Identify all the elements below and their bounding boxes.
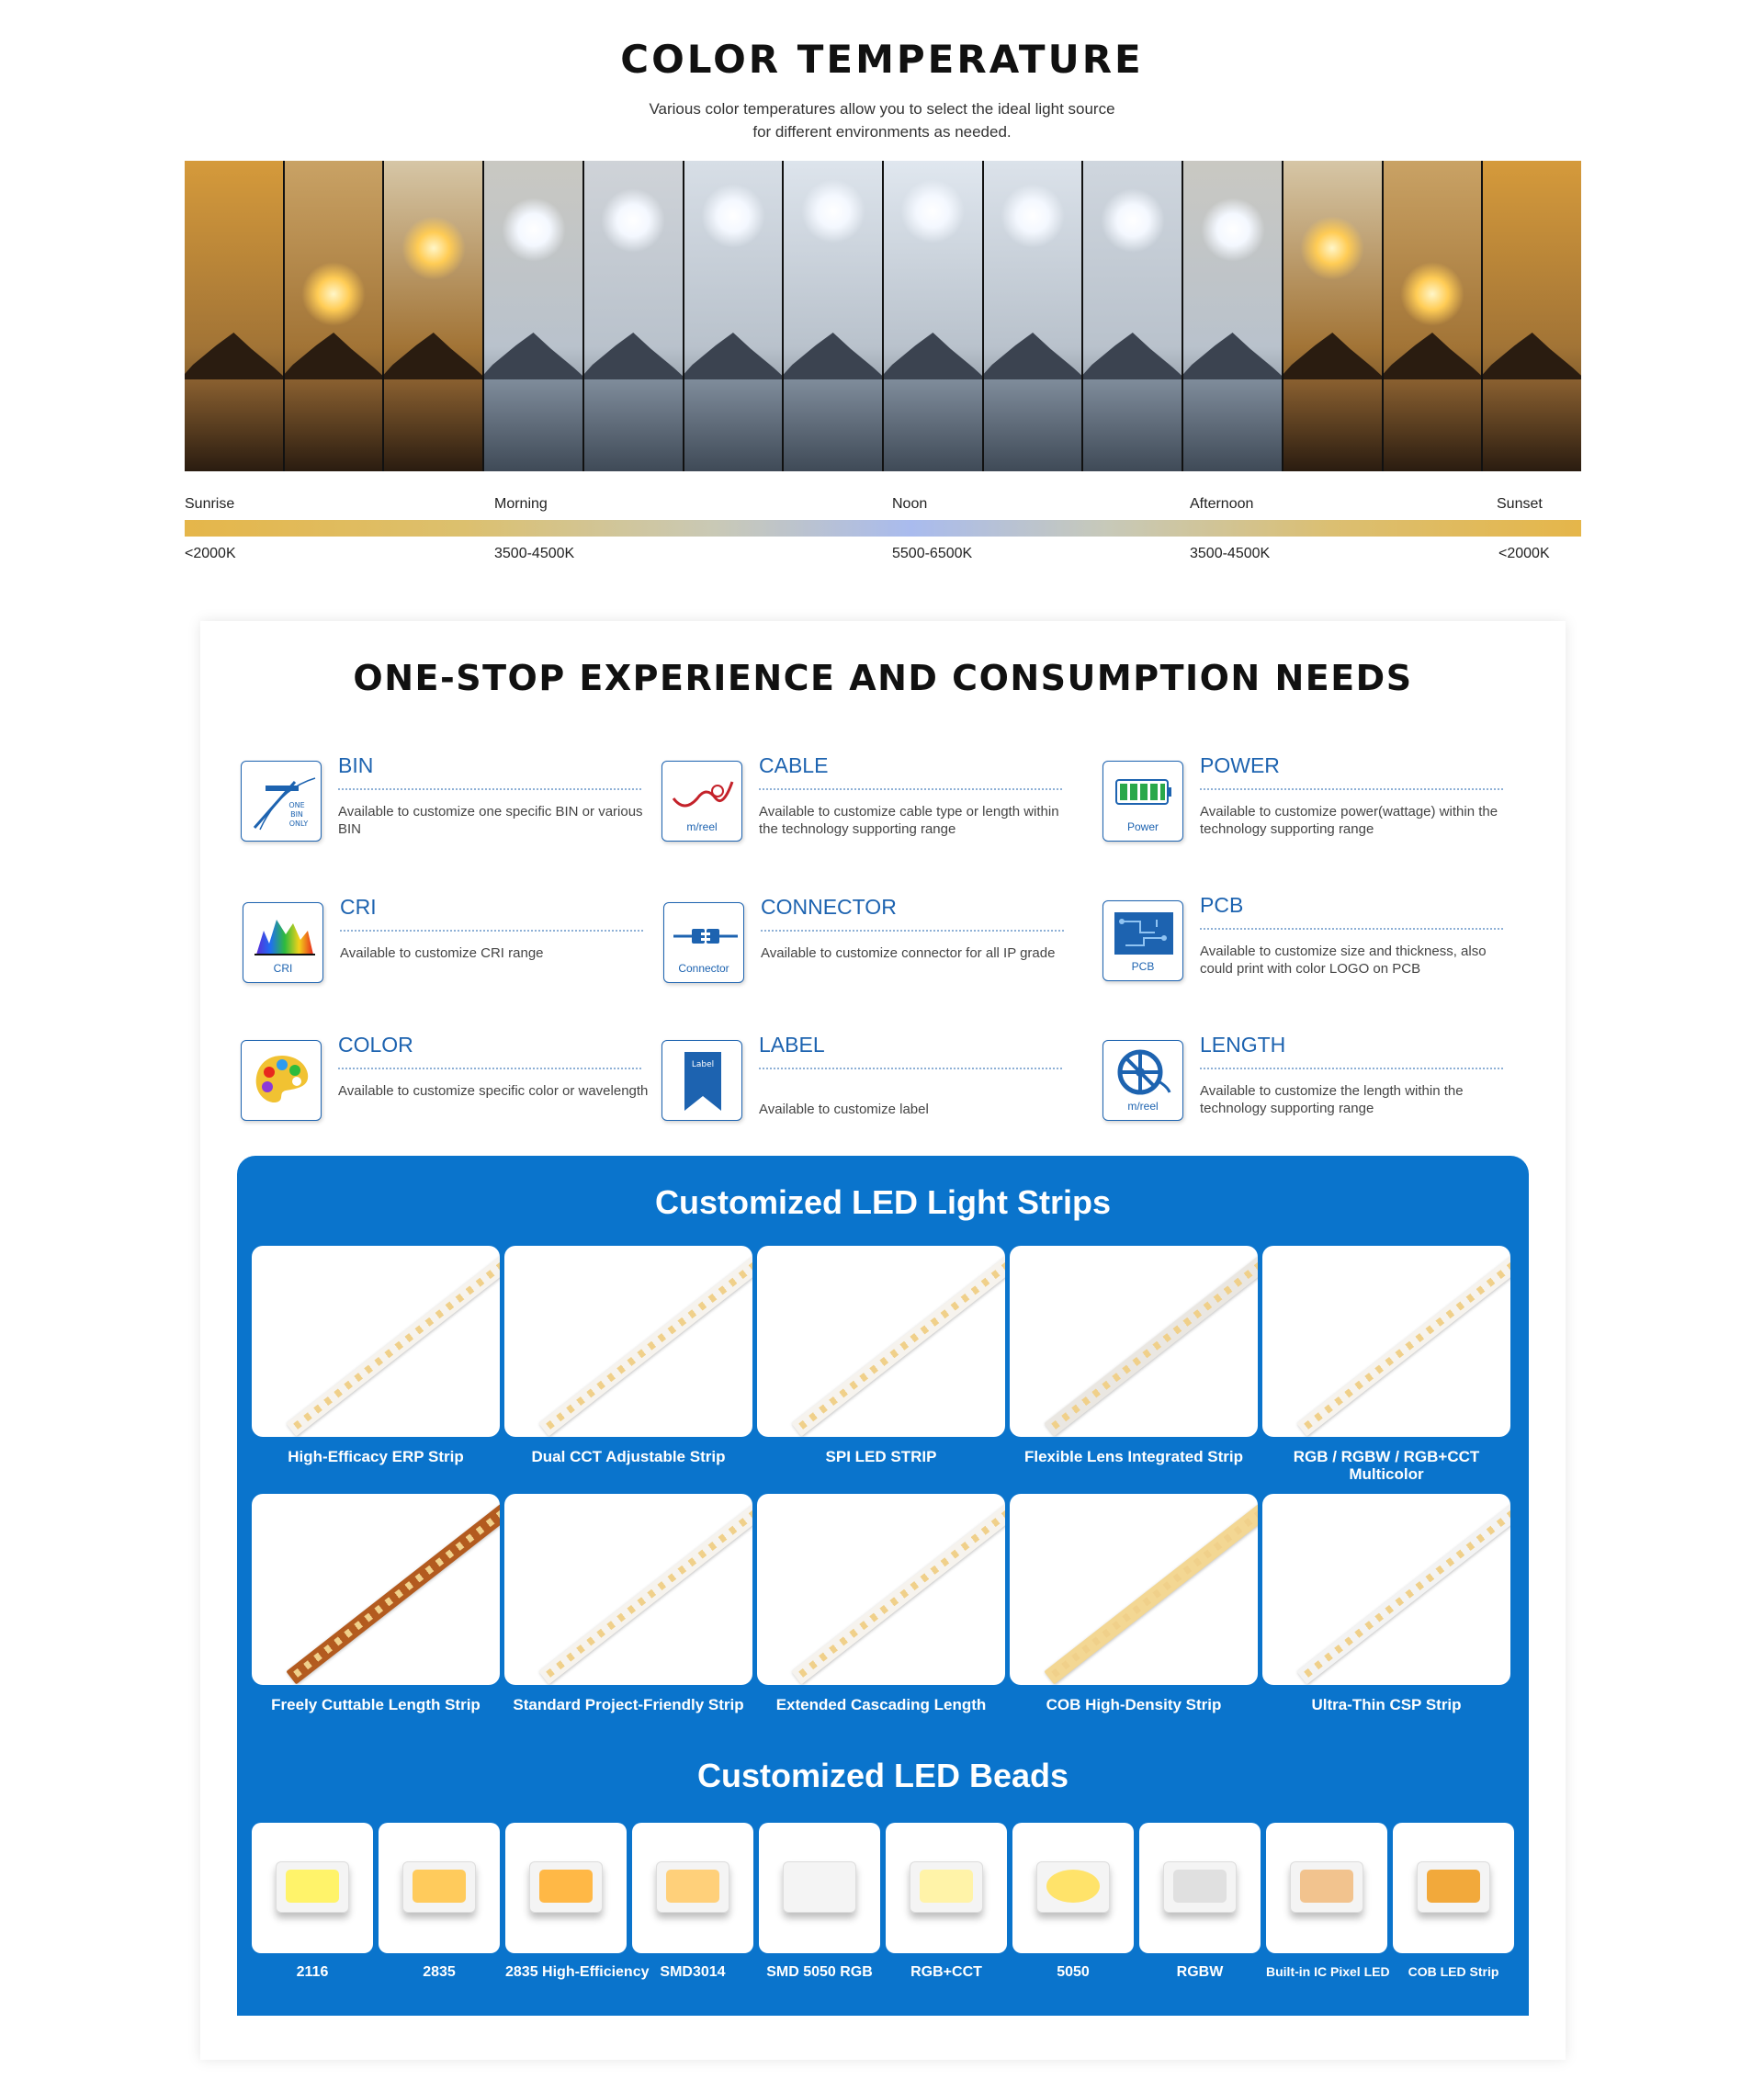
sun-icon — [1300, 216, 1364, 280]
sky-panel — [1183, 161, 1283, 471]
led-strip-graphic — [791, 1248, 1005, 1436]
strip-product-card[interactable] — [252, 1246, 500, 1465]
feature-bin — [241, 753, 645, 845]
rock-silhouette — [384, 320, 484, 384]
bead-label: Built-in IC Pixel LED — [1266, 1964, 1390, 1979]
icon-caption: Power — [1126, 820, 1159, 833]
water-reflection — [384, 379, 482, 471]
feature-divider — [338, 788, 641, 790]
beads-title: Customized LED Beads — [696, 1757, 1069, 1794]
strip-product-card[interactable] — [252, 1494, 500, 1713]
water-reflection — [684, 379, 783, 471]
icon-caption: Connector — [678, 962, 729, 975]
led-lens — [920, 1870, 973, 1903]
strip-label: Extended Cascading Length — [775, 1696, 987, 1713]
pcb-icon — [1102, 900, 1183, 981]
reel-icon — [1102, 1040, 1183, 1121]
led-chip-graphic — [1290, 1861, 1363, 1913]
kelvin-labels — [185, 546, 1581, 564]
strip-product-card[interactable] — [757, 1494, 1005, 1713]
feature-divider — [1200, 928, 1503, 930]
feature-description: Available to customize CRI range — [340, 945, 544, 961]
bead-label: RGB+CCT — [910, 1964, 982, 1980]
time-label: Afternoon — [1190, 496, 1254, 512]
strip-image — [1010, 1494, 1258, 1685]
bead-product-card[interactable] — [252, 1823, 373, 1981]
feature-description: Available to customize power(wattage) within the technology supporting range — [1200, 804, 1498, 837]
bead-image — [886, 1823, 1007, 1953]
led-chip-graphic — [1163, 1861, 1237, 1913]
strip-product-card[interactable] — [757, 1246, 1005, 1465]
strip-product-card[interactable] — [504, 1246, 752, 1465]
led-lens — [1173, 1870, 1227, 1903]
feature-color — [241, 1033, 649, 1125]
bead-image — [1393, 1823, 1514, 1953]
time-label: Noon — [892, 496, 928, 512]
strip-image — [504, 1246, 752, 1437]
strip-label: High-Efficacy ERP Strip — [288, 1448, 464, 1465]
svg-text:BIN: BIN — [290, 810, 303, 819]
feature-divider — [759, 788, 1062, 790]
feature-description: Available to customize one specific BIN or various BIN — [338, 804, 643, 837]
water-reflection — [1283, 379, 1382, 471]
sky-panel — [384, 161, 484, 471]
color-temperature-title: COLOR TEMPERATURE — [620, 37, 1144, 82]
led-strip-graphic — [538, 1248, 752, 1436]
feature-name: CRI — [340, 895, 377, 919]
feature-divider — [761, 930, 1064, 932]
strip-image — [1262, 1494, 1510, 1685]
svg-text:ONLY: ONLY — [288, 820, 309, 828]
sun-icon — [502, 198, 566, 262]
water-reflection — [1083, 379, 1182, 471]
rock-silhouette — [884, 320, 984, 384]
feature-name: LENGTH — [1200, 1033, 1286, 1057]
bead-label: RGBW — [1176, 1964, 1224, 1980]
rock-silhouette — [285, 320, 385, 384]
sun-icon — [401, 216, 466, 280]
feature-cri — [243, 895, 647, 987]
time-of-day-labels — [185, 496, 1581, 514]
led-lens — [793, 1870, 846, 1903]
sky-panel — [1384, 161, 1484, 471]
led-chip-graphic — [910, 1861, 983, 1913]
led-chip-graphic — [656, 1861, 729, 1913]
strip-label: COB High-Density Strip — [1046, 1696, 1222, 1713]
water-reflection — [784, 379, 882, 471]
led-lens — [1046, 1870, 1100, 1903]
feature-name: CONNECTOR — [761, 895, 897, 919]
sky-panel — [1083, 161, 1183, 471]
feature-description: Available to customize size and thickness, also could print with color LOGO on PCB — [1200, 944, 1487, 977]
strip-product-card[interactable] — [1010, 1494, 1258, 1713]
rock-silhouette — [1083, 320, 1183, 384]
sun-icon — [801, 179, 865, 243]
strip-label: RGB / RGBW / RGB+CCT Multicolor — [1293, 1448, 1480, 1483]
kelvin-label: 3500-4500K — [494, 546, 575, 561]
feature-name: POWER — [1200, 753, 1280, 777]
svg-text:ONE: ONE — [288, 801, 305, 809]
sun-icon — [1201, 198, 1265, 262]
sky-panel — [684, 161, 785, 471]
water-reflection — [285, 379, 383, 471]
bin-icon — [241, 761, 322, 842]
icon-caption: PCB — [1131, 960, 1155, 973]
bead-product-card[interactable] — [1266, 1823, 1390, 1979]
water-reflection — [185, 379, 283, 471]
kelvin-label: <2000K — [185, 546, 236, 561]
sky-panel — [584, 161, 684, 471]
bead-image — [1266, 1823, 1387, 1953]
sky-panel — [984, 161, 1084, 471]
rock-silhouette — [1384, 320, 1484, 384]
connector-icon — [663, 902, 744, 983]
bead-product-card[interactable] — [632, 1823, 753, 1981]
feature-connector — [663, 895, 1068, 987]
time-label: Sunset — [1497, 496, 1543, 512]
rock-silhouette — [1283, 320, 1384, 384]
feature-pcb — [1102, 893, 1507, 985]
bead-product-card[interactable] — [505, 1823, 650, 1981]
led-chip-graphic — [529, 1861, 603, 1913]
water-reflection — [1483, 379, 1581, 471]
led-strip-graphic — [538, 1496, 752, 1684]
bead-image — [1012, 1823, 1134, 1953]
led-strip-graphic — [286, 1496, 500, 1684]
time-label: Sunrise — [185, 496, 235, 512]
led-lens — [539, 1870, 593, 1903]
svg-text:Label: Label — [691, 1060, 715, 1069]
feature-name: CABLE — [759, 753, 829, 777]
led-lens — [1300, 1870, 1353, 1903]
led-chip-graphic — [276, 1861, 349, 1913]
feature-cable — [662, 753, 1066, 845]
strip-product-card[interactable] — [1262, 1246, 1510, 1483]
led-chip-graphic — [402, 1861, 476, 1913]
bead-product-card[interactable] — [1012, 1823, 1134, 1981]
bead-label: 5050 — [1057, 1964, 1090, 1980]
kelvin-label: 3500-4500K — [1190, 546, 1271, 561]
bead-label: SMD 5050 RGB — [766, 1964, 873, 1980]
rock-silhouette — [484, 320, 584, 384]
bead-image — [632, 1823, 753, 1953]
bead-label: 2835 High-Efficiency — [505, 1964, 650, 1980]
bead-label: SMD3014 — [660, 1964, 726, 1980]
rock-silhouette — [684, 320, 785, 384]
sun-icon — [900, 179, 965, 243]
strip-image — [504, 1494, 752, 1685]
led-strip-graphic — [286, 1248, 500, 1436]
bead-product-card[interactable] — [886, 1823, 1007, 1981]
bead-image — [252, 1823, 373, 1953]
led-chip-graphic — [1036, 1861, 1110, 1913]
feature-divider — [338, 1068, 641, 1069]
strip-label: Dual CCT Adjustable Strip — [531, 1448, 726, 1465]
bead-label: 2116 — [296, 1964, 329, 1980]
led-lens — [666, 1870, 719, 1903]
water-reflection — [584, 379, 683, 471]
strip-label: Freely Cuttable Length Strip — [271, 1696, 481, 1713]
strip-product-card[interactable] — [504, 1494, 752, 1713]
strip-label: SPI LED STRIP — [825, 1448, 937, 1465]
feature-divider — [1200, 1068, 1503, 1069]
bead-product-card[interactable] — [1139, 1823, 1261, 1981]
sky-panel — [884, 161, 984, 471]
feature-name: LABEL — [759, 1033, 825, 1057]
rock-silhouette — [185, 320, 285, 384]
spectrum-icon — [243, 902, 323, 983]
water-reflection — [884, 379, 982, 471]
strip-image — [757, 1494, 1005, 1685]
strip-product-card[interactable] — [1262, 1494, 1510, 1713]
rock-silhouette — [1183, 320, 1283, 384]
card-title: ONE-STOP EXPERIENCE AND CONSUMPTION NEEDS — [353, 658, 1413, 698]
strip-label: Flexible Lens Integrated Strip — [1023, 1448, 1244, 1465]
battery-icon — [1102, 761, 1183, 842]
sky-panel — [285, 161, 385, 471]
kelvin-label: 5500-6500K — [892, 546, 973, 561]
feature-name: PCB — [1200, 893, 1244, 917]
feature-divider — [340, 930, 643, 932]
bead-image — [759, 1823, 880, 1953]
sun-icon — [301, 262, 366, 326]
feature-description: Available to customize connector for all IP grade — [761, 945, 1056, 961]
color-temperature-gradient-bar — [185, 520, 1581, 537]
icon-caption: CRI — [273, 962, 293, 975]
feature-description: Available to customize the length within the technology supporting range — [1200, 1083, 1464, 1116]
sun-icon — [601, 188, 665, 253]
feature-divider — [1200, 788, 1503, 790]
feature-power — [1102, 753, 1507, 845]
led-strip-graphic — [1296, 1248, 1510, 1436]
feature-name: BIN — [338, 753, 374, 777]
icon-caption: m/reel — [686, 820, 718, 833]
led-chip-graphic — [783, 1861, 856, 1913]
sky-panel — [1483, 161, 1581, 471]
sun-icon — [1101, 188, 1165, 253]
strip-image — [1262, 1246, 1510, 1437]
water-reflection — [984, 379, 1082, 471]
bead-product-card[interactable] — [379, 1823, 500, 1981]
strips-title: Customized LED Light Strips — [654, 1183, 1111, 1221]
led-chip-graphic — [1417, 1861, 1490, 1913]
led-strip-graphic — [1296, 1496, 1510, 1684]
label-icon — [662, 1040, 742, 1121]
color-temperature-panorama — [185, 161, 1581, 471]
strip-label: Ultra-Thin CSP Strip — [1311, 1696, 1462, 1713]
feature-name: COLOR — [338, 1033, 413, 1057]
sky-panel — [185, 161, 285, 471]
led-lens — [413, 1870, 466, 1903]
feature-divider — [759, 1068, 1062, 1069]
feature-description: Available to customize label — [759, 1102, 929, 1117]
time-label: Morning — [494, 496, 548, 512]
bead-product-card[interactable] — [1393, 1823, 1514, 1979]
feature-description: Available to customize cable type or length within the technology supporting range — [759, 804, 1059, 837]
sky-panel — [484, 161, 584, 471]
led-strip-graphic — [1044, 1248, 1258, 1436]
kelvin-label: <2000K — [1498, 546, 1550, 561]
sky-panel — [784, 161, 884, 471]
strip-product-card[interactable] — [1010, 1246, 1258, 1465]
feature-label — [662, 1033, 1066, 1125]
rock-silhouette — [584, 320, 684, 384]
bead-image — [379, 1823, 500, 1953]
customization-card — [200, 621, 1566, 2060]
water-reflection — [484, 379, 582, 471]
strip-label: Standard Project-Friendly Strip — [513, 1696, 744, 1713]
bead-label: 2835 — [423, 1964, 456, 1980]
sun-icon — [701, 184, 765, 248]
rock-silhouette — [1483, 320, 1581, 384]
bead-image — [505, 1823, 627, 1953]
water-reflection — [1183, 379, 1282, 471]
strip-image — [757, 1246, 1005, 1437]
strip-image — [252, 1494, 500, 1685]
sun-icon — [1400, 262, 1464, 326]
led-lens — [286, 1870, 339, 1903]
led-lens — [1427, 1870, 1480, 1903]
palette-icon — [241, 1040, 322, 1121]
led-strip-graphic — [791, 1496, 1005, 1684]
rock-silhouette — [784, 320, 884, 384]
products-panel — [237, 1156, 1529, 2016]
icon-caption: m/reel — [1127, 1100, 1159, 1113]
feature-length — [1102, 1033, 1507, 1125]
led-strip-graphic — [1044, 1496, 1258, 1684]
feature-description: Available to customize specific color or wavelength — [338, 1083, 649, 1099]
bead-image — [1139, 1823, 1261, 1953]
color-temperature-subtitle: Various color temperatures allow you to select the ideal light source for different environments as needed. — [649, 100, 1115, 141]
strip-image — [1010, 1246, 1258, 1437]
rock-silhouette — [984, 320, 1084, 384]
bead-product-card[interactable] — [759, 1823, 880, 1981]
sky-panel — [1283, 161, 1384, 471]
strip-image — [252, 1246, 500, 1437]
water-reflection — [1384, 379, 1482, 471]
bead-label: COB LED Strip — [1408, 1964, 1499, 1979]
cable-icon — [662, 761, 742, 842]
sun-icon — [1001, 184, 1065, 248]
